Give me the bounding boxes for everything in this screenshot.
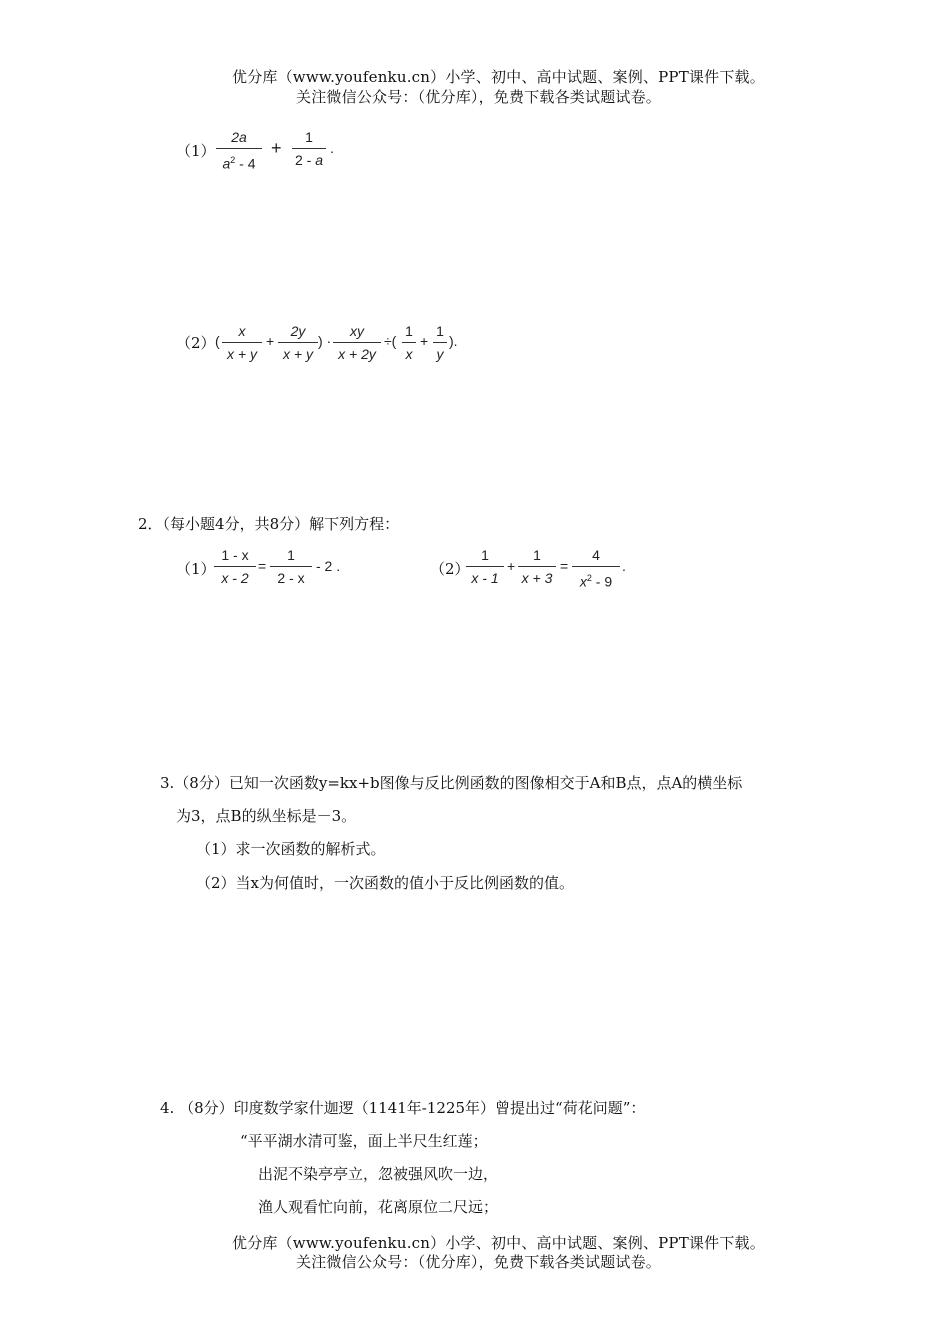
q4-poem-line-1: “平平湖水清可鉴，面上半尺生红莲； <box>240 1132 488 1150</box>
q2-p2-f2-denominator: x + 3 <box>521 570 553 586</box>
q2-p2-fraction-1 <box>466 546 504 587</box>
q1-p1-fraction-1 <box>216 128 262 173</box>
q2-p1-fraction-2 <box>270 546 312 587</box>
q1-p2-plus-1: + <box>266 333 275 349</box>
q1-p2-f5-denominator: y <box>436 346 444 362</box>
q2-p1-f1-denominator: x - 2 <box>221 570 249 586</box>
q1-p1-period: . <box>330 140 334 156</box>
q1-p2-fraction-3 <box>333 322 381 363</box>
q2-p2-plus: + <box>507 558 516 574</box>
q2-part1-label: （1） <box>176 560 216 578</box>
q1-p1-f2-denominator: 2 - a <box>294 152 324 168</box>
q1-p1-fraction-2 <box>292 128 326 169</box>
q2-p2-equals: = <box>560 558 569 574</box>
q1-p2-f2-numerator: 2y <box>290 323 306 339</box>
q1-p2-f3-numerator: xy <box>350 323 364 339</box>
q1-p2-fraction-4 <box>402 322 416 363</box>
q2-p1-rest: - 2 . <box>316 558 341 574</box>
q2-p1-equals: = <box>258 558 267 574</box>
q2-p1-f1-numerator: 1 - x <box>221 547 249 563</box>
q2-p1-f2-numerator: 1 <box>287 547 295 563</box>
q2-p2-f3-numerator: 4 <box>592 547 600 563</box>
q4-poem-line-2: 出泥不染亭亭立，忽被强风吹一边， <box>258 1165 499 1183</box>
footer-line-2: 关注微信公众号：（优分库），免费下载各类试题试卷。 <box>296 1253 662 1271</box>
q2-part2-label: （2） <box>430 560 470 578</box>
q2-title: 2．（每小题4分，共8分）解下列方程： <box>138 515 400 533</box>
q1-p2-f3-denominator: x + 2y <box>338 346 376 362</box>
q1-p1-plus: + <box>271 138 282 158</box>
q4-poem-line-3: 渔人观看忙向前，花离原位二尺远； <box>258 1198 499 1216</box>
q1-p2-f1-numerator: x <box>238 323 246 339</box>
q1-p2-lparen: ( <box>215 333 220 349</box>
q1-p1-f1-denominator: $a^2 - 4$ <box>222 155 256 172</box>
footer-line-1: 优分库（www.youfenku.cn）小学、初中、高中试题、案例、PPT课件下载。 <box>232 1234 765 1252</box>
q1-p2-plus-2: + <box>420 333 429 349</box>
q1-p2-f5-numerator: 1 <box>436 323 444 339</box>
q1-p2-f2-denominator: x + y <box>283 346 313 362</box>
q1-p1-f1-numerator: 2a <box>231 129 247 145</box>
q2-p2-f3-denominator: $x^2 - 9$ <box>579 573 613 590</box>
q1-p2-f1-denominator: x + y <box>227 346 257 362</box>
q1-p1-f2-numerator: 1 <box>305 129 313 145</box>
q3-subquestion-2: （2）当x为何值时，一次函数的值小于反比例函数的值。 <box>196 874 575 892</box>
q1-p2-f4-denominator: x <box>405 346 413 362</box>
q2-p1-f2-denominator: 2 - x <box>277 570 305 586</box>
q3-line-1: 3.（8分）已知一次函数y=kx+b图像与反比例函数的图像相交于A和B点，点A的横坐标 <box>160 774 743 792</box>
q1-p2-divide: ÷( <box>384 333 397 349</box>
q2-p2-fraction-3 <box>572 546 620 591</box>
q2-p2-f1-numerator: 1 <box>481 547 489 563</box>
q2-p2-f1-denominator: x - 1 <box>471 570 499 586</box>
q2-p2-end: . <box>622 558 626 574</box>
q2-p1-fraction-1 <box>214 546 256 587</box>
header-line-2: 关注微信公众号：（优分库），免费下载各类试题试卷。 <box>296 88 662 106</box>
q1-p2-f4-numerator: 1 <box>405 323 413 339</box>
q1-part1-label: （1） <box>176 142 216 160</box>
q1-p2-rparen-dot: ) · <box>318 333 332 349</box>
q4-line-1: 4. （8分）印度数学家什迦逻（1141年-1225年）曾提出过“荷花问题”： <box>160 1099 646 1117</box>
q1-p2-fraction-1 <box>222 322 262 363</box>
q2-p2-fraction-2 <box>518 546 556 587</box>
q3-subquestion-1: （1）求一次函数的解析式。 <box>196 840 386 858</box>
header-line-1: 优分库（www.youfenku.cn）小学、初中、高中试题、案例、PPT课件下载。 <box>232 68 765 86</box>
q1-p2-end: ). <box>449 333 458 349</box>
q1-p2-fraction-2 <box>278 322 318 363</box>
q2-p2-f2-numerator: 1 <box>533 547 541 563</box>
q3-line-2: 为3，点B的纵坐标是－3。 <box>176 807 357 825</box>
q1-p2-fraction-5 <box>433 322 447 363</box>
q1-part2-label: （2） <box>176 334 216 352</box>
